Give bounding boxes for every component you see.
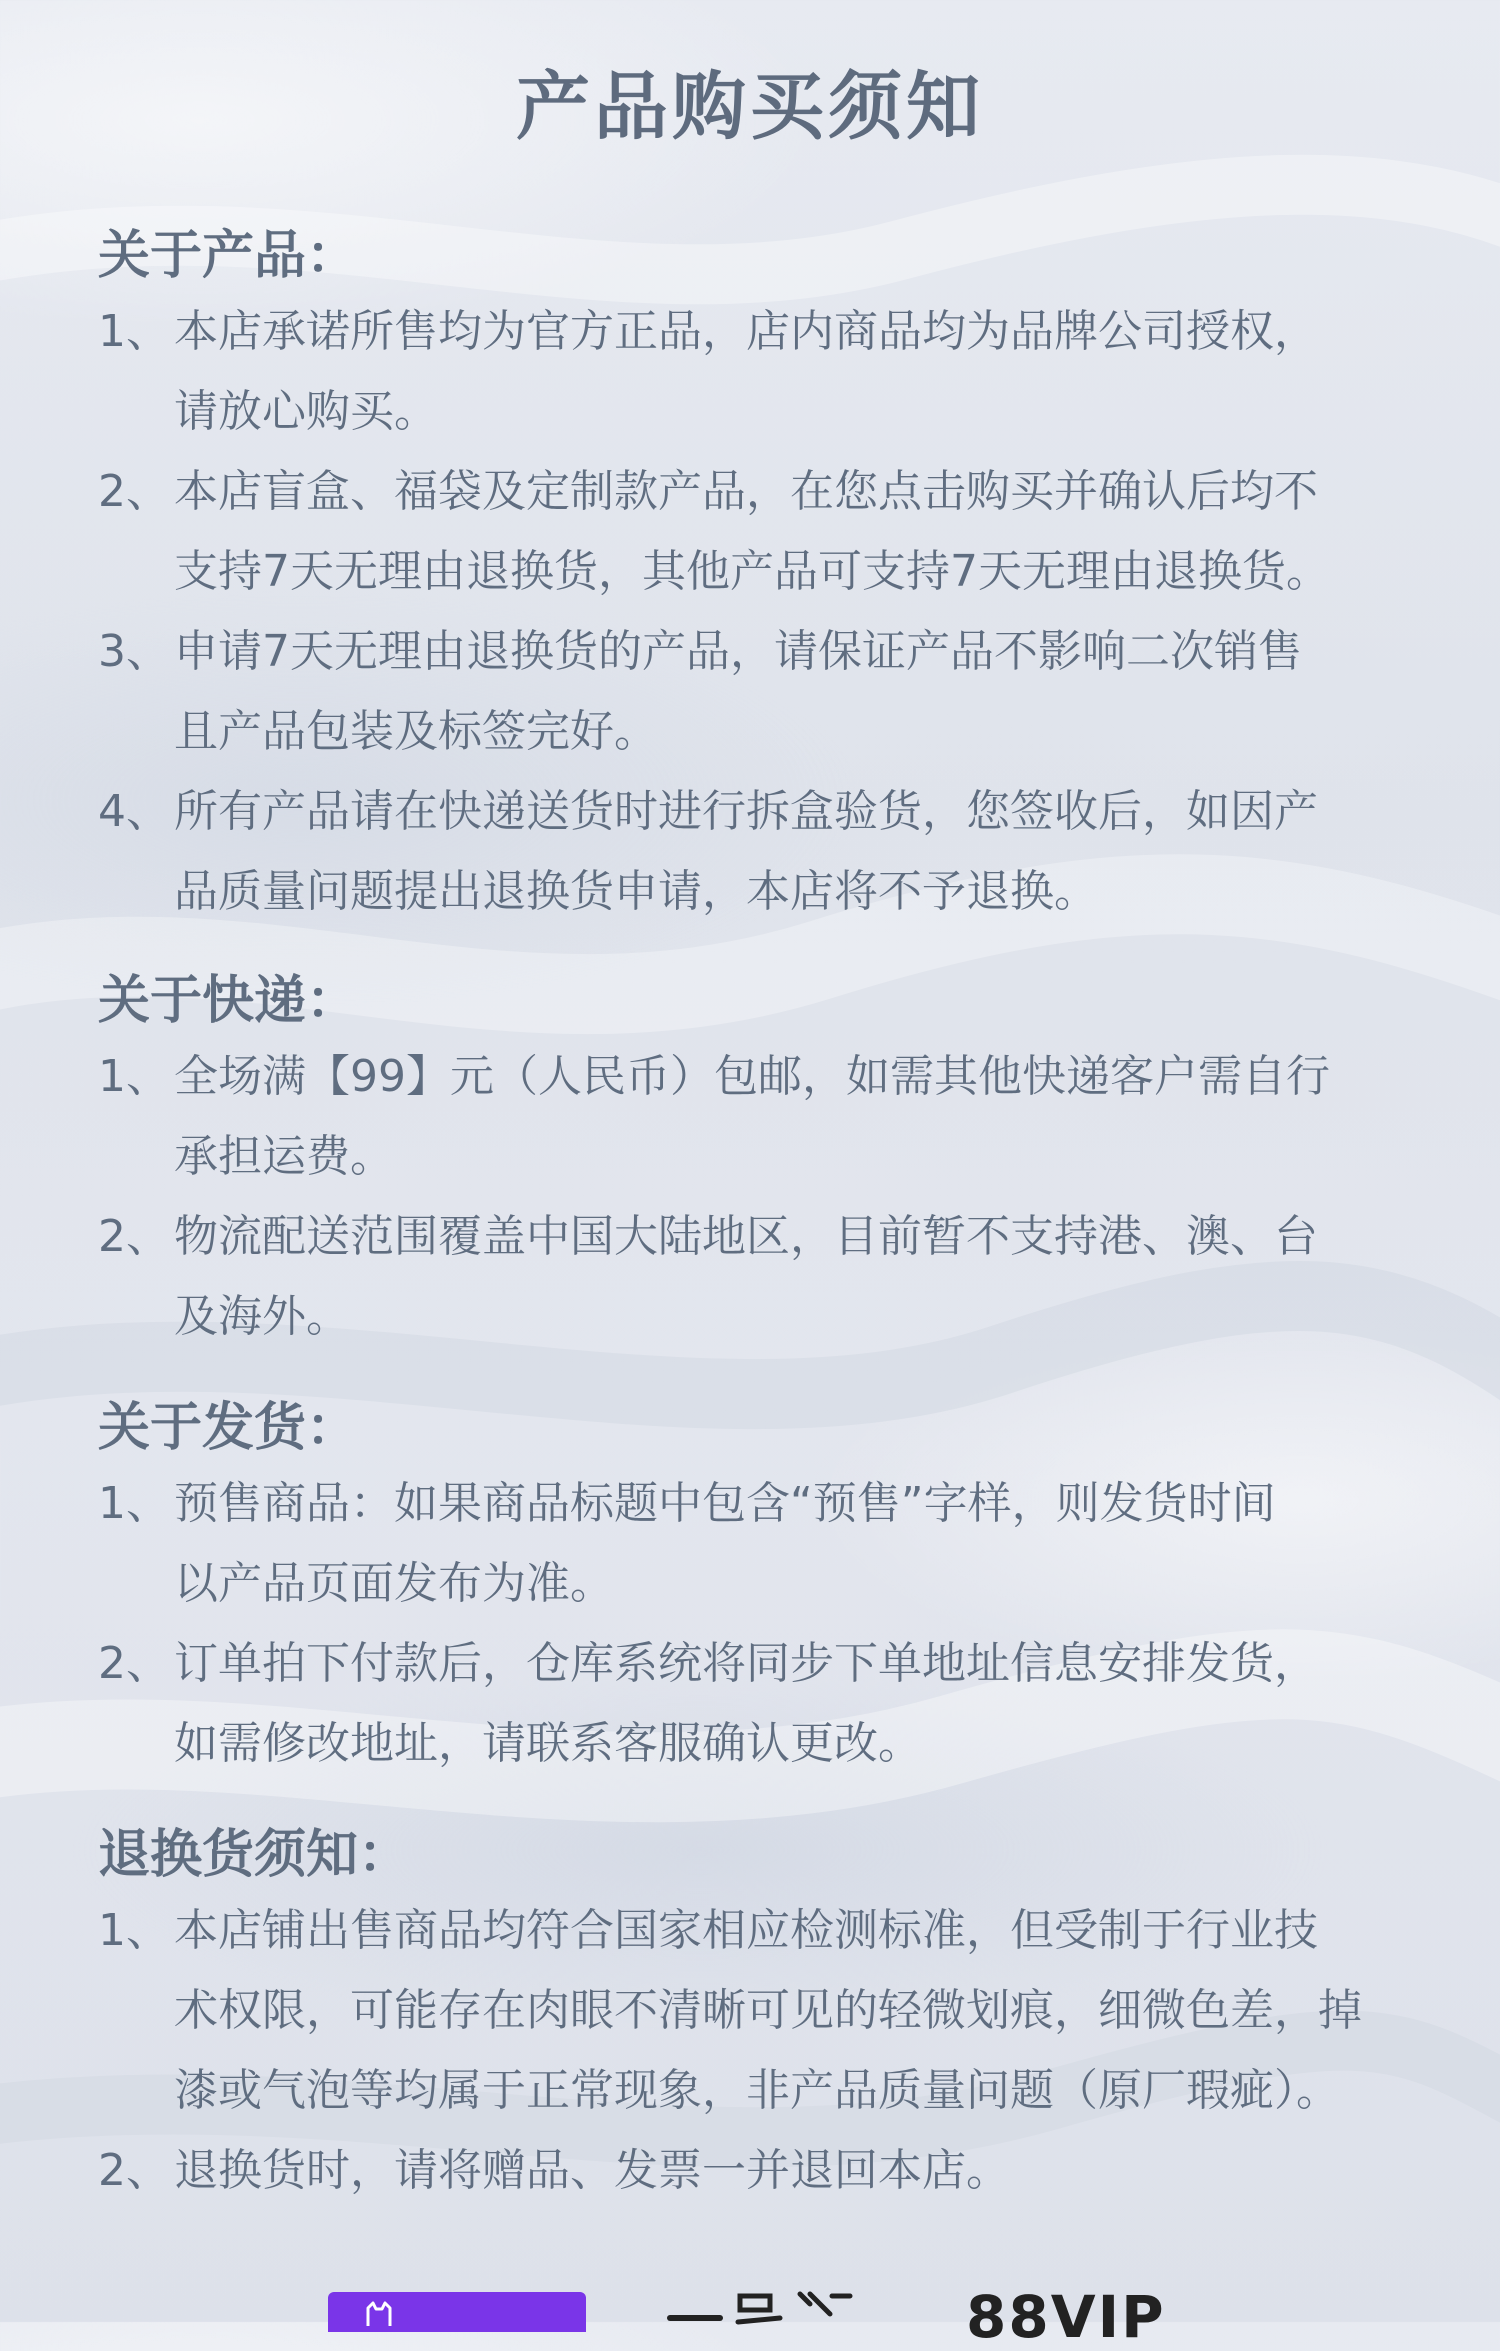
item-line: 全场满【99】元（人民币）包邮，如需其他快递客户需自行 [174, 1051, 1330, 1102]
list-item [98, 1624, 1418, 1784]
footer-brand-strip [0, 2283, 1500, 2351]
section-heading: 退换货须知： [98, 1825, 411, 1885]
page-title: 产品购买须知 [516, 64, 984, 150]
list-item [98, 292, 1418, 452]
item-line: 请放心购买。 [174, 386, 438, 437]
section-about-shipping [98, 1392, 1418, 1784]
item-number: 2、 [98, 1638, 170, 1689]
list-item [98, 612, 1418, 772]
item-number: 3、 [98, 626, 170, 677]
section-heading: 关于产品： [98, 226, 359, 286]
section-heading: 关于发货： [98, 1398, 359, 1458]
item-line: 以产品页面发布为准。 [174, 1558, 614, 1609]
item-number: 4、 [98, 786, 170, 837]
item-number: 1、 [98, 1478, 170, 1529]
item-number: 2、 [98, 2145, 170, 2196]
item-line: 本店承诺所售均为官方正品，店内商品均为品牌公司授权， [174, 306, 1318, 357]
item-line: 预售商品：如果商品标题中包含“预售”字样，则发货时间 [174, 1478, 1276, 1529]
item-number: 2、 [98, 466, 170, 517]
tmall-cat-icon [364, 2300, 394, 2330]
item-number: 1、 [98, 1905, 170, 1956]
item-line: 漆或气泡等均属于正常现象，非产品质量问题（原厂瑕疵）。 [174, 2065, 1340, 2116]
list-item [98, 772, 1418, 932]
list-item [98, 1464, 1418, 1624]
item-line: 物流配送范围覆盖中国大陆地区，目前暂不支持港、澳、台 [174, 1211, 1318, 1262]
list-item [98, 452, 1418, 612]
section-about-express [98, 965, 1418, 1357]
item-line: 本店铺出售商品均符合国家相应检测标准，但受制于行业技 [174, 1905, 1318, 1956]
item-line: 如需修改地址，请联系客服确认更改。 [174, 1718, 922, 1769]
item-line: 本店盲盒、福袋及定制款产品，在您点击购买并确认后均不 [174, 466, 1318, 517]
item-line: 所有产品请在快递送货时进行拆盒验货，您签收后，如因产 [174, 786, 1318, 837]
item-line: 申请7天无理由退换货的产品，请保证产品不影响二次销售 [174, 626, 1302, 677]
calligraphy-logo-icon [660, 2288, 860, 2328]
item-line: 品质量问题提出退换货申请，本店将不予退换。 [174, 866, 1098, 917]
list-item [98, 1197, 1418, 1357]
item-number: 1、 [98, 1051, 170, 1102]
list-item [98, 2131, 1418, 2211]
section-about-product [98, 220, 1418, 932]
section-heading: 关于快递： [98, 971, 359, 1031]
section-return-policy [98, 1819, 1418, 2211]
item-line: 及海外。 [174, 1291, 350, 1342]
item-number: 2、 [98, 1211, 170, 1262]
vip-badge [328, 2292, 586, 2332]
vip-label: 88VIP [966, 2283, 1166, 2351]
item-line: 承担运费。 [174, 1131, 394, 1182]
item-line: 订单拍下付款后，仓库系统将同步下单地址信息安排发货， [174, 1638, 1318, 1689]
list-item [98, 1037, 1418, 1197]
list-item [98, 1891, 1418, 2131]
item-line: 术权限，可能存在肉眼不清晰可见的轻微划痕，细微色差，掉 [174, 1985, 1362, 2036]
item-line: 且产品包装及标签完好。 [174, 706, 658, 757]
item-number: 1、 [98, 306, 170, 357]
item-line: 退换货时，请将赠品、发票一并退回本店。 [174, 2145, 1010, 2196]
item-line: 支持7天无理由退换货，其他产品可支持7天无理由退换货。 [174, 546, 1330, 597]
